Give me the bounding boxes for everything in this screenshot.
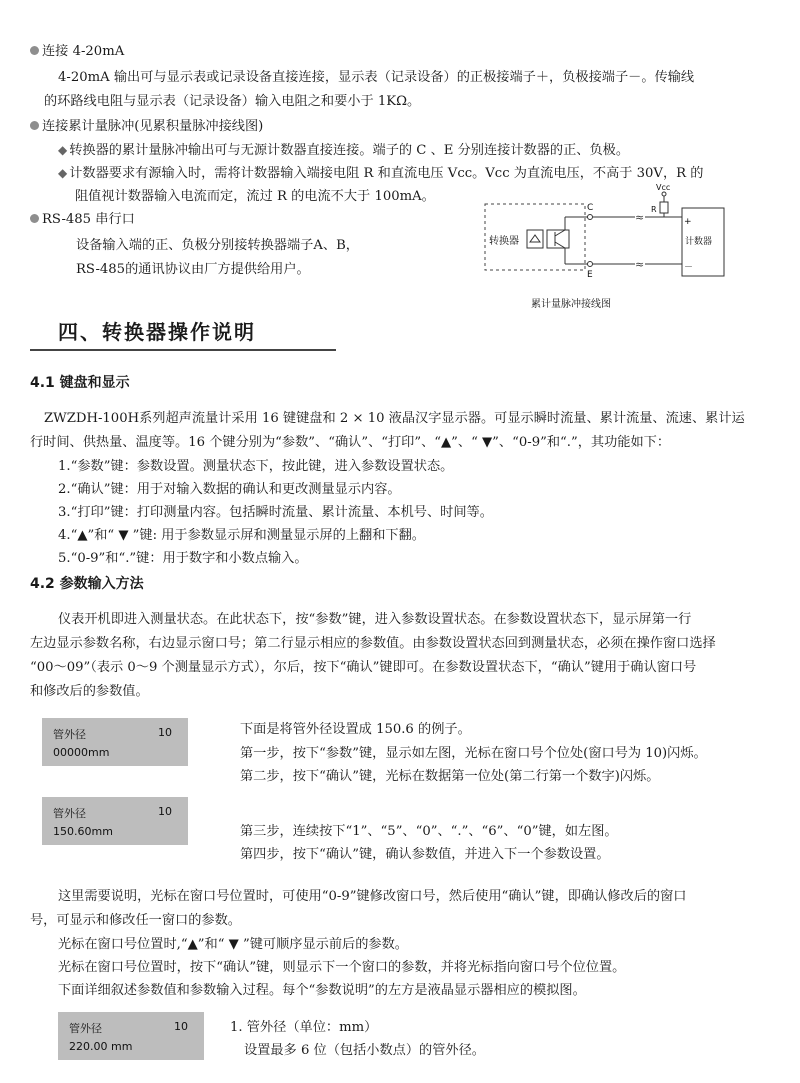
- optocoupler-right: [547, 230, 569, 248]
- text-line: 号，可显示和修改任一窗口的参数。: [30, 913, 241, 928]
- lcd-window-number: 10: [158, 726, 172, 739]
- counter-plus-label: +: [684, 217, 692, 227]
- text-line: 第三步，连续按下“1”、“5”、“0”、“.”、“6”、“0”键，如左图。: [240, 824, 618, 839]
- lcd-param-name: 管外径: [69, 1022, 102, 1035]
- heading-pulse-text: 连接累计量脉冲(见累积量脉冲接线图): [42, 119, 264, 134]
- text-line: 第一步，按下“参数”键，显示如左图，光标在窗口号个位处(窗口号为 10)闪烁。: [240, 746, 707, 761]
- vcc-label: Vcc: [656, 183, 671, 192]
- text-line: 行时间、供热量、温度等。16 个键分别为“参数”、“确认”、“打印”、“▲”、“ ▼”、“0-9”和“.”，其功能如下：: [30, 435, 671, 450]
- chapter-underline: [30, 349, 336, 351]
- section-title-4-2: 4.2 参数输入方法: [30, 576, 144, 592]
- text-line: 左边显示参数名称，右边显示窗口号；第二行显示相应的参数值。由参数设置状态回到测量状态，必须在操作窗口选择: [30, 636, 716, 651]
- resistor-r: [660, 202, 668, 213]
- converter-label: 转换器: [489, 236, 519, 247]
- chapter-title: 四、转换器操作说明: [58, 320, 256, 344]
- lcd-display: [58, 1012, 204, 1060]
- list-item-text: 计数器要求有源输入时，需将计数器输入端接电阻 R 和直流电压 Vcc。Vcc 为直流电压，不高于 30V，R 的: [69, 166, 704, 181]
- text-line: 下面详细叙述参数值和参数输入过程。每个“参数说明”的左方是液晶显示器相应的模拟图。: [58, 983, 586, 998]
- list-item: 5.“0-9”和“.”键：用于数字和小数点输入。: [58, 551, 308, 566]
- heading-pulse: [30, 115, 263, 134]
- heading-rs485-text: RS-485 串行口: [42, 212, 135, 227]
- lcd-param-name: 管外径: [53, 728, 86, 741]
- text-line: 仪表开机即进入测量状态。在此状态下，按“参数”键，进入参数设置状态。在参数设置状态下，显示屏第一行: [58, 612, 692, 627]
- text-line: ZWZDH-100H系列超声流量计采用 16 键键盘和 2 × 10 液晶汉字显示器。可显示瞬时流量、累计流量、流速、累计运: [44, 411, 745, 426]
- text-line: “00～09”（表示 0～9 个测量显示方式），尔后，按下“确认”键即可。在参数设置状态下，“确认”键用于确认窗口号: [30, 660, 697, 675]
- resistor-label: R: [651, 205, 657, 214]
- counter-minus-label: －: [684, 263, 694, 273]
- text-line: 阻值视计数器输入电流而定，流过 R 的电流不大于 100mA。: [75, 189, 435, 204]
- svg-text:≈: ≈: [635, 211, 645, 224]
- list-item: 1.“参数”键：参数设置。测量状态下，按此键，进入参数设置状态。: [58, 459, 454, 474]
- text-line: 和修改后的参数值。: [30, 684, 149, 699]
- list-item: [58, 162, 703, 181]
- lcd-param-value: 220.00 mm: [69, 1040, 133, 1053]
- param-description: 设置最多 6 位（包括小数点）的管外径。: [244, 1043, 485, 1058]
- lcd-param-name: 管外径: [53, 807, 86, 820]
- list-item-text: 转换器的累计量脉冲输出可与无源计数器直接连接。端子的 C 、E 分别连接计数器的正、负极。: [69, 143, 630, 158]
- text-line: 下面是将管外径设置成 150.6 的例子。: [240, 722, 471, 737]
- list-item: [58, 139, 629, 158]
- text-line: 的环路线电阻与显示表（记录设备）输入电阻之和要小于 1KΩ。: [44, 94, 421, 109]
- list-item: 2.“确认”键：用于对输入数据的确认和更改测量显示内容。: [58, 482, 401, 497]
- text-line: 光标在窗口号位置时,“▲”和“ ▼ ”键可顺序显示前后的参数。: [58, 937, 408, 952]
- lcd-display: [42, 797, 188, 845]
- text-line: 光标在窗口号位置时，按下“确认”键，则显示下一个窗口的参数，并将光标指向窗口号个位位置。: [58, 960, 626, 975]
- terminal-c-label: C: [587, 203, 594, 213]
- lcd-window-number: 10: [174, 1020, 188, 1033]
- svg-text:≈: ≈: [635, 258, 645, 271]
- pulse-wiring-diagram: [475, 180, 740, 320]
- text-line: 4-20mA 输出可与显示表或记录设备直接连接，显示表（记录设备）的正极接端子＋，负极接端子－。传输线: [58, 70, 695, 85]
- list-item: 3.“打印”键：打印测量内容。包括瞬时流量、累计流量、本机号、时间等。: [58, 505, 493, 520]
- text-line: 这里需要说明，光标在窗口号位置时，可使用“0-9”键修改窗口号，然后使用“确认”键，即确认修改后的窗口: [58, 889, 687, 904]
- lcd-window-number: 10: [158, 805, 172, 818]
- terminal-e-label: E: [587, 270, 593, 280]
- list-item: 4.“▲”和“ ▼ ”键: 用于参数显示屏和测量显示屏的上翻和下翻。: [58, 528, 425, 543]
- heading-4-20ma: [30, 40, 124, 59]
- lcd-param-value: 150.60mm: [53, 825, 113, 838]
- heading-rs485: [30, 208, 135, 227]
- counter-label: 计数器: [685, 237, 713, 247]
- lcd-param-value: 00000mm: [53, 746, 110, 759]
- section-title-4-1: 4.1 键盘和显示: [30, 375, 130, 391]
- text-line: 设备输入端的正、负极分别接转换器端子A、B，: [76, 238, 359, 253]
- text-line: RS-485的通讯协议由厂方提供给用户。: [76, 262, 310, 277]
- text-line: 第四步，按下“确认”键，确认参数值，并进入下一个参数设置。: [240, 847, 610, 862]
- heading-4-20ma-text: 连接 4-20mA: [42, 44, 125, 59]
- param-title: 1. 管外径（单位：mm）: [230, 1020, 378, 1035]
- text-line: 第二步，按下“确认”键，光标在数据第一位处(第二行第一个数字)闪烁。: [240, 769, 660, 784]
- optocoupler-left: [527, 230, 543, 248]
- lcd-display: [42, 718, 188, 766]
- diagram-caption: 累计量脉冲接线图: [531, 299, 611, 310]
